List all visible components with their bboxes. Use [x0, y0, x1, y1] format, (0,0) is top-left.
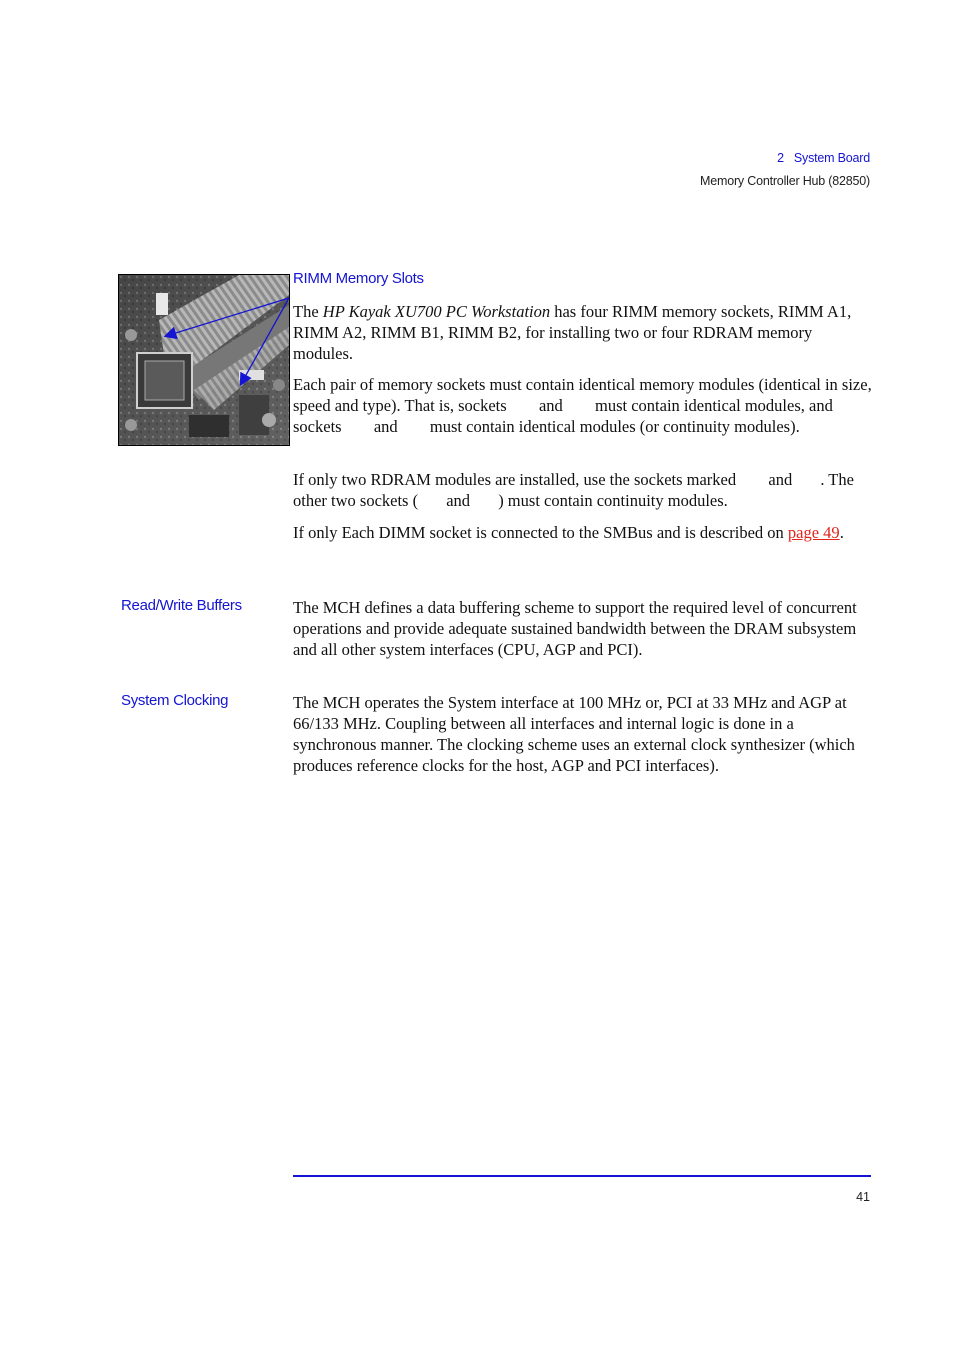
rimm-paragraph-4 [293, 522, 873, 543]
footer-rule [293, 1175, 871, 1177]
rimm-paragraph-2 [293, 374, 873, 437]
rimm-paragraph-3 [293, 469, 873, 511]
chapter-title: System Board [793, 151, 870, 165]
chapter-number: 2 [777, 151, 784, 165]
rimm-paragraph-1 [293, 301, 873, 364]
rimm-p3-e: ) must contain continuity modules. [498, 491, 728, 510]
product-name: HP Kayak XU700 PC Workstation [322, 302, 551, 321]
rimm-section-heading: RIMM Memory Slots [293, 270, 424, 287]
rimm-p2-d: and [369, 417, 402, 436]
rimm-p2-b: and [534, 396, 567, 415]
rimm-p1-pre: The [293, 302, 323, 321]
page-49-link[interactable]: page 49 [787, 523, 840, 542]
rimm-p2-c: must contain identical modules, and sockets [293, 396, 833, 436]
read-write-buffers-paragraph: The MCH defines a data buffering scheme to support the required level of concurrent operations and provide adequate sustained bandwidth between the DRAM subsystem and all other system interfaces (CPU, AGP and PCI). [293, 598, 857, 659]
rimm-p3-b: and [764, 470, 797, 489]
system-clocking-heading: System Clocking [121, 692, 229, 709]
read-write-buffers-heading: Read/Write Buffers [121, 597, 242, 614]
rimm-p3-a: If only two RDRAM modules are installed, use the sockets marked [293, 470, 741, 489]
system-clocking-paragraph: The MCH operates the System interface at 100 MHz or, PCI at 33 MHz and AGP at 66/133 MHz. Coupling between all interfaces and internal logic is done in a synchronous manner. The clocking scheme uses an external clock synthesizer (which produces reference clocks for the host, AGP and PCI interfaces). [293, 693, 855, 775]
read-write-buffers-text [293, 597, 873, 660]
rimm-p3-d: and [442, 491, 475, 510]
rimm-p2-a: Each pair of memory sockets must contain identical memory modules (identical in size, speed and type). That is, sockets [293, 375, 872, 415]
rimm-p3-c: . The other two sockets ( [293, 470, 854, 510]
running-header-section: Memory Controller Hub (82850) [700, 174, 870, 188]
rimm-p4-end: . [839, 523, 844, 542]
system-clocking-text [293, 692, 873, 776]
rimm-p2-e: must contain identical modules (or continuity modules). [425, 417, 800, 436]
rimm-p1-post: has four RIMM memory sockets, RIMM A1, RIMM A2, RIMM B1, RIMM B2, for installing two or four RDRAM memory modules. [293, 302, 852, 363]
page-number: 41 [856, 1190, 870, 1204]
rimm-p4-text: If only Each DIMM socket is connected to the SMBus and is described on [293, 523, 788, 542]
